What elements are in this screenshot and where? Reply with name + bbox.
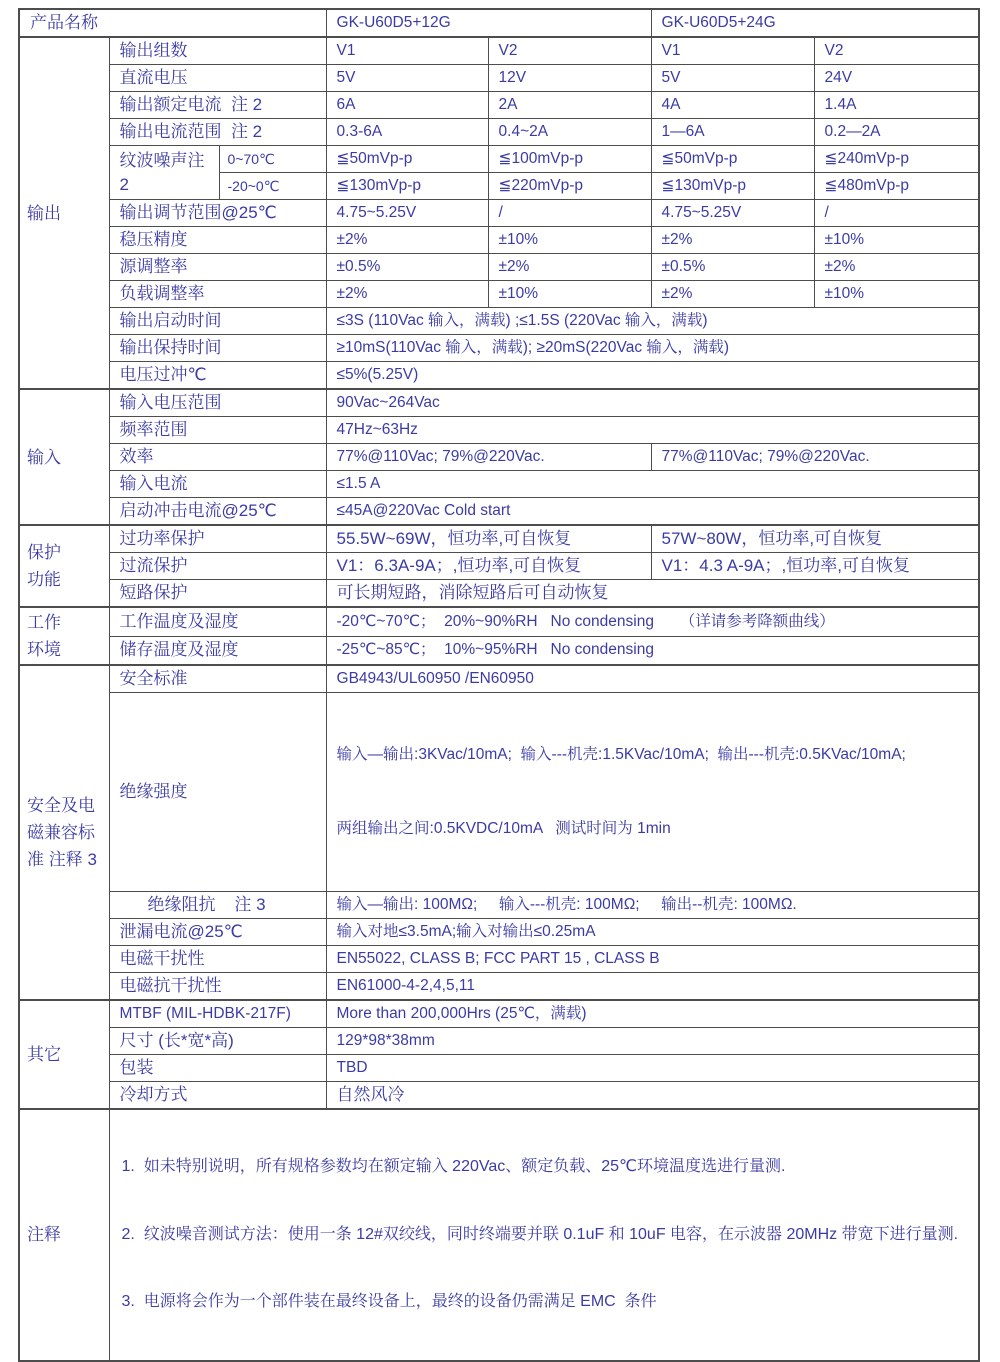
value-regulation-12g-v2: ±10% [488, 227, 651, 254]
value-frequency-range: 47Hz~63Hz [326, 417, 979, 444]
value-adjust-12g-v2: / [488, 200, 651, 227]
value-storage-temp: -25℃~85℃； 10%~95%RH No condensing [326, 636, 979, 665]
label-emi: 电磁干扰性 [109, 946, 326, 973]
value-adjust-12g-v1: 4.75~5.25V [326, 200, 488, 227]
label-leakage-current: 泄漏电流@25℃ [109, 919, 326, 946]
value-ripple-high-24g-v2: ≦240mVp-p [814, 146, 979, 173]
value-overshoot: ≤5%(5.25V) [326, 362, 979, 390]
label-packing: 包装 [109, 1055, 326, 1082]
label-ripple-temp-low: -20~0℃ [219, 173, 326, 200]
product-name-label: 产品名称 [19, 9, 326, 37]
value-load-reg-24g-v2: ±10% [814, 281, 979, 308]
label-input-current: 输入电流 [109, 471, 326, 498]
value-regulation-12g-v1: ±2% [326, 227, 488, 254]
model-24g: GK-U60D5+24G [651, 9, 979, 37]
value-voltage-12g-v2: 12V [488, 65, 651, 92]
label-startup-time: 输出启动时间 [109, 308, 326, 335]
value-current-range-24g-v2: 0.2—2A [814, 119, 979, 146]
value-voltage-24g-v1: 5V [651, 65, 814, 92]
value-adjust-24g-v1: 4.75~5.25V [651, 200, 814, 227]
label-mtbf: MTBF (MIL-HDBK-217F) [109, 1000, 326, 1028]
label-holdup-time: 输出保持时间 [109, 335, 326, 362]
insulation-strength-line2: 两组输出之间:0.5KVDC/10mA 测试时间为 1min [336, 820, 671, 837]
value-rated-current-12g-v1: 6A [326, 92, 488, 119]
value-short-circuit: 可长期短路，消除短路后可自动恢复 [326, 580, 979, 608]
value-efficiency-24g: 77%@110Vac; 79%@220Vac. [651, 444, 979, 471]
value-adjust-24g-v2: / [814, 200, 979, 227]
value-over-power-24g: 57W~80W，恒功率,可自恢复 [651, 525, 979, 553]
value-ripple-high-12g-v1: ≦50mVp-p [326, 146, 488, 173]
value-groups-24g-v2: V2 [814, 37, 979, 65]
value-ems: EN61000-4-2,4,5,11 [326, 973, 979, 1001]
value-leakage-current: 输入对地≤3.5mA;输入对输出≤0.25mA [326, 919, 979, 946]
value-line-reg-24g-v2: ±2% [814, 254, 979, 281]
label-adjust-range: 输出调节范围@25℃ [109, 200, 326, 227]
label-regulation: 稳压精度 [109, 227, 326, 254]
label-ems: 电磁抗干扰性 [109, 973, 326, 1001]
value-groups-12g-v1: V1 [326, 37, 488, 65]
value-load-reg-24g-v1: ±2% [651, 281, 814, 308]
value-ripple-low-24g-v2: ≦480mVp-p [814, 173, 979, 200]
label-rated-current: 输出额定电流 注 2 [109, 92, 326, 119]
value-insulation-resistance: 输入—输出: 100MΩ; 输入---机壳: 100MΩ; 输出--机壳: 100MΩ. [326, 892, 979, 919]
value-ripple-high-12g-v2: ≦100mVp-p [488, 146, 651, 173]
value-current-range-24g-v1: 1—6A [651, 119, 814, 146]
label-input-voltage-range: 输入电压范围 [109, 389, 326, 417]
label-current-range: 输出电流范围 注 2 [109, 119, 326, 146]
label-ripple-noise: 纹波噪声注 2 [109, 146, 219, 200]
value-over-current-24g: V1：4.3 A-9A；,恒功率,可自恢复 [651, 553, 979, 580]
note-item-3: 3. 电源将会作为一个部件装在最终设备上，最终的设备仍需满足 EMC 条件 [121, 1293, 657, 1310]
section-safety-emc-label: 安全及电 磁兼容标 准 注释 3 [19, 665, 109, 1000]
value-over-power-12g: 55.5W~69W，恒功率,可自恢复 [326, 525, 651, 553]
value-safety-standard: GB4943/UL60950 /EN60950 [326, 665, 979, 693]
insulation-strength-line1: 输入—输出:3KVac/10mA; 输入---机壳:1.5KVac/10mA; 输出---机壳:0.5KVac/10mA; [336, 746, 906, 763]
label-cooling: 冷却方式 [109, 1082, 326, 1110]
label-short-circuit: 短路保护 [109, 580, 326, 608]
value-ripple-low-12g-v2: ≦220mVp-p [488, 173, 651, 200]
value-line-reg-24g-v1: ±0.5% [651, 254, 814, 281]
value-input-current: ≤1.5 A [326, 471, 979, 498]
value-voltage-24g-v2: 24V [814, 65, 979, 92]
label-insulation-resistance: 绝缘阻抗 注 3 [109, 892, 326, 919]
value-cooling: 自然风冷 [326, 1082, 979, 1110]
value-startup-time: ≤3S (110Vac 输入，满载) ;≤1.5S (220Vac 输入，满载) [326, 308, 979, 335]
value-input-voltage-range: 90Vac~264Vac [326, 389, 979, 417]
label-frequency-range: 频率范围 [109, 417, 326, 444]
label-ripple-temp-high: 0~70℃ [219, 146, 326, 173]
notes-content [109, 1109, 979, 1361]
section-output-label: 输出 [19, 37, 109, 389]
value-groups-24g-v1: V1 [651, 37, 814, 65]
value-holdup-time: ≥10mS(110Vac 输入，满载); ≥20mS(220Vac 输入，满载) [326, 335, 979, 362]
model-12g: GK-U60D5+12G [326, 9, 651, 37]
section-notes-label: 注释 [19, 1109, 109, 1361]
value-current-range-12g-v2: 0.4~2A [488, 119, 651, 146]
value-ripple-low-12g-v1: ≦130mVp-p [326, 173, 488, 200]
value-regulation-24g-v1: ±2% [651, 227, 814, 254]
value-voltage-12g-v1: 5V [326, 65, 488, 92]
section-environment-label: 工作 环境 [19, 607, 109, 665]
label-output-groups: 输出组数 [109, 37, 326, 65]
label-over-current: 过流保护 [109, 553, 326, 580]
label-inrush-current: 启动冲击电流@25℃ [109, 498, 326, 526]
value-inrush-current: ≤45A@220Vac Cold start [326, 498, 979, 526]
label-efficiency: 效率 [109, 444, 326, 471]
label-operating-temp: 工作温度及湿度 [109, 607, 326, 636]
label-over-power: 过功率保护 [109, 525, 326, 553]
label-overshoot: 电压过冲℃ [109, 362, 326, 390]
value-groups-12g-v2: V2 [488, 37, 651, 65]
section-input-label: 输入 [19, 389, 109, 525]
value-ripple-high-24g-v1: ≦50mVp-p [651, 146, 814, 173]
value-rated-current-24g-v2: 1.4A [814, 92, 979, 119]
value-rated-current-12g-v2: 2A [488, 92, 651, 119]
value-regulation-24g-v2: ±10% [814, 227, 979, 254]
value-dimensions: 129*98*38mm [326, 1028, 979, 1055]
value-load-reg-12g-v1: ±2% [326, 281, 488, 308]
value-over-current-12g: V1：6.3A-9A；,恒功率,可自恢复 [326, 553, 651, 580]
label-dimensions: 尺寸 (长*宽*高) [109, 1028, 326, 1055]
value-load-reg-12g-v2: ±10% [488, 281, 651, 308]
label-insulation-strength: 绝缘强度 [109, 693, 326, 892]
value-rated-current-24g-v1: 4A [651, 92, 814, 119]
spec-table [18, 8, 980, 1362]
label-safety-standard: 安全标准 [109, 665, 326, 693]
section-other-label: 其它 [19, 1000, 109, 1109]
value-mtbf: More than 200,000Hrs (25℃，满载) [326, 1000, 979, 1028]
value-packing: TBD [326, 1055, 979, 1082]
value-line-reg-12g-v1: ±0.5% [326, 254, 488, 281]
value-current-range-12g-v1: 0.3-6A [326, 119, 488, 146]
value-operating-temp: -20℃~70℃； 20%~90%RH No condensing （详请参考降额曲线） [326, 607, 979, 636]
value-emi: EN55022, CLASS B; FCC PART 15 , CLASS B [326, 946, 979, 973]
section-protection-label: 保护 功能 [19, 525, 109, 607]
value-efficiency-12g: 77%@110Vac; 79%@220Vac. [326, 444, 651, 471]
value-insulation-strength [326, 693, 979, 892]
value-line-reg-12g-v2: ±2% [488, 254, 651, 281]
label-line-regulation: 源调整率 [109, 254, 326, 281]
label-storage-temp: 储存温度及湿度 [109, 636, 326, 665]
label-load-regulation: 负载调整率 [109, 281, 326, 308]
note-item-2: 2. 纹波噪音测试方法：使用一条 12#双绞线，同时终端要并联 0.1uF 和 10uF 电容，在示波器 20MHz 带宽下进行量测. [121, 1225, 959, 1243]
value-ripple-low-24g-v1: ≦130mVp-p [651, 173, 814, 200]
note-item-1: 1. 如未特别说明，所有规格参数均在额定输入 220Vac、额定负载、25℃环境温度选进行量测. [121, 1158, 786, 1175]
label-dc-voltage: 直流电压 [109, 65, 326, 92]
